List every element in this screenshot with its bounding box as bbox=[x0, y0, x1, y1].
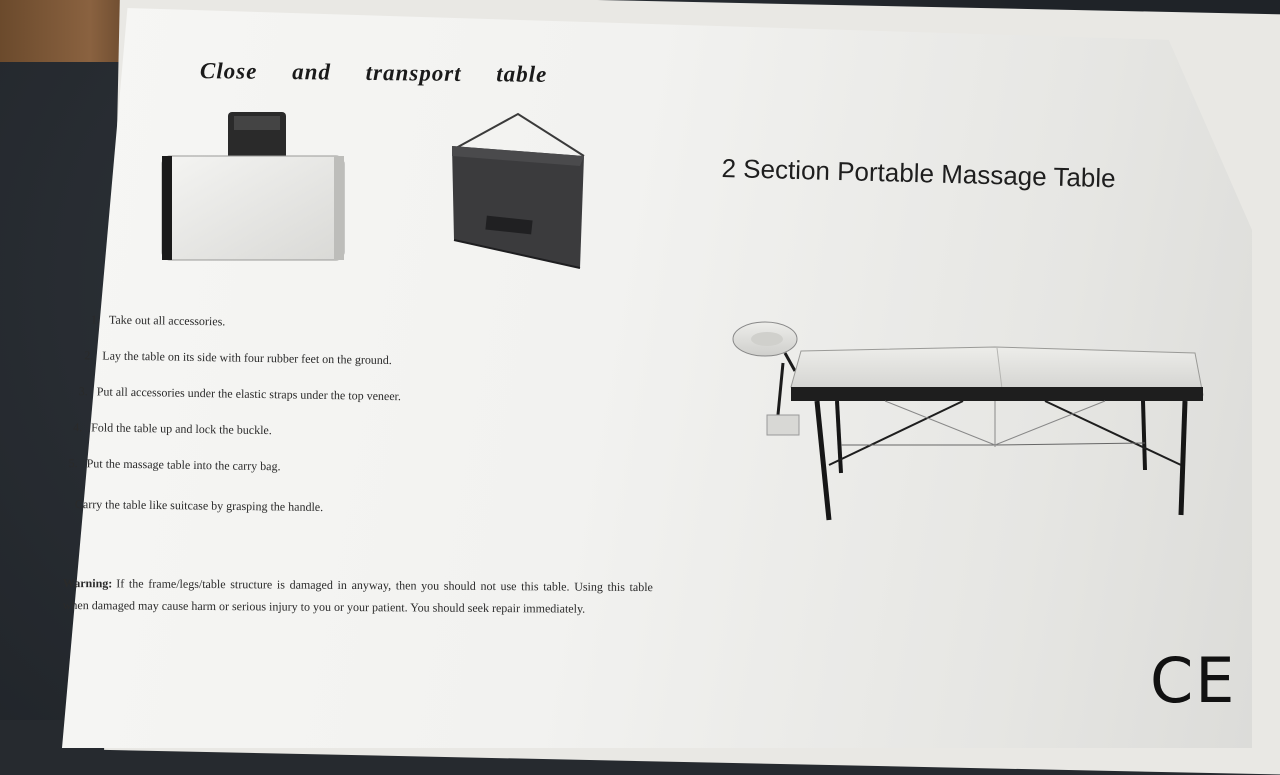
step-text: Lay the table on its side with four rubber feet on the ground. bbox=[102, 348, 392, 368]
step-number: 1. bbox=[90, 312, 100, 327]
warning-text: If the frame/legs/table structure is damaged in anyway, then you should not use this table. Using this table when damaged may cause harm or serious injury to you or your patient. You should seek repair immediately. bbox=[62, 576, 653, 616]
step-text: Put the massage table into the carry bag. bbox=[86, 456, 281, 474]
product-title: 2 Section Portable Massage Table bbox=[721, 153, 1116, 194]
step-text: Fold the table up and lock the buckle. bbox=[91, 420, 272, 438]
warning-paragraph bbox=[63, 572, 653, 620]
section-title: Close and transport table bbox=[199, 58, 548, 87]
step-1 bbox=[78, 312, 226, 329]
carry-bag-illustration bbox=[446, 110, 590, 272]
step-number: 5. bbox=[68, 455, 78, 471]
step-text: Put all accessories under the elastic straps under the top veneer. bbox=[96, 384, 402, 404]
step-number: 4. bbox=[73, 420, 83, 435]
warning-label: Warning: bbox=[62, 575, 113, 591]
carry-bag-icon bbox=[446, 110, 590, 272]
ce-mark: CE bbox=[1150, 644, 1237, 717]
step-number: 2. bbox=[84, 348, 94, 363]
carry-note: Carry the table like suitcase by grasping the handle. bbox=[74, 497, 324, 515]
step-text: Take out all accessories. bbox=[108, 312, 226, 329]
massage-table-illustration bbox=[725, 315, 1215, 530]
massage-table-icon bbox=[725, 315, 1215, 530]
folded-table-illustration bbox=[158, 108, 348, 268]
step-number: 3. bbox=[78, 384, 88, 399]
folded-table-icon bbox=[158, 108, 348, 268]
